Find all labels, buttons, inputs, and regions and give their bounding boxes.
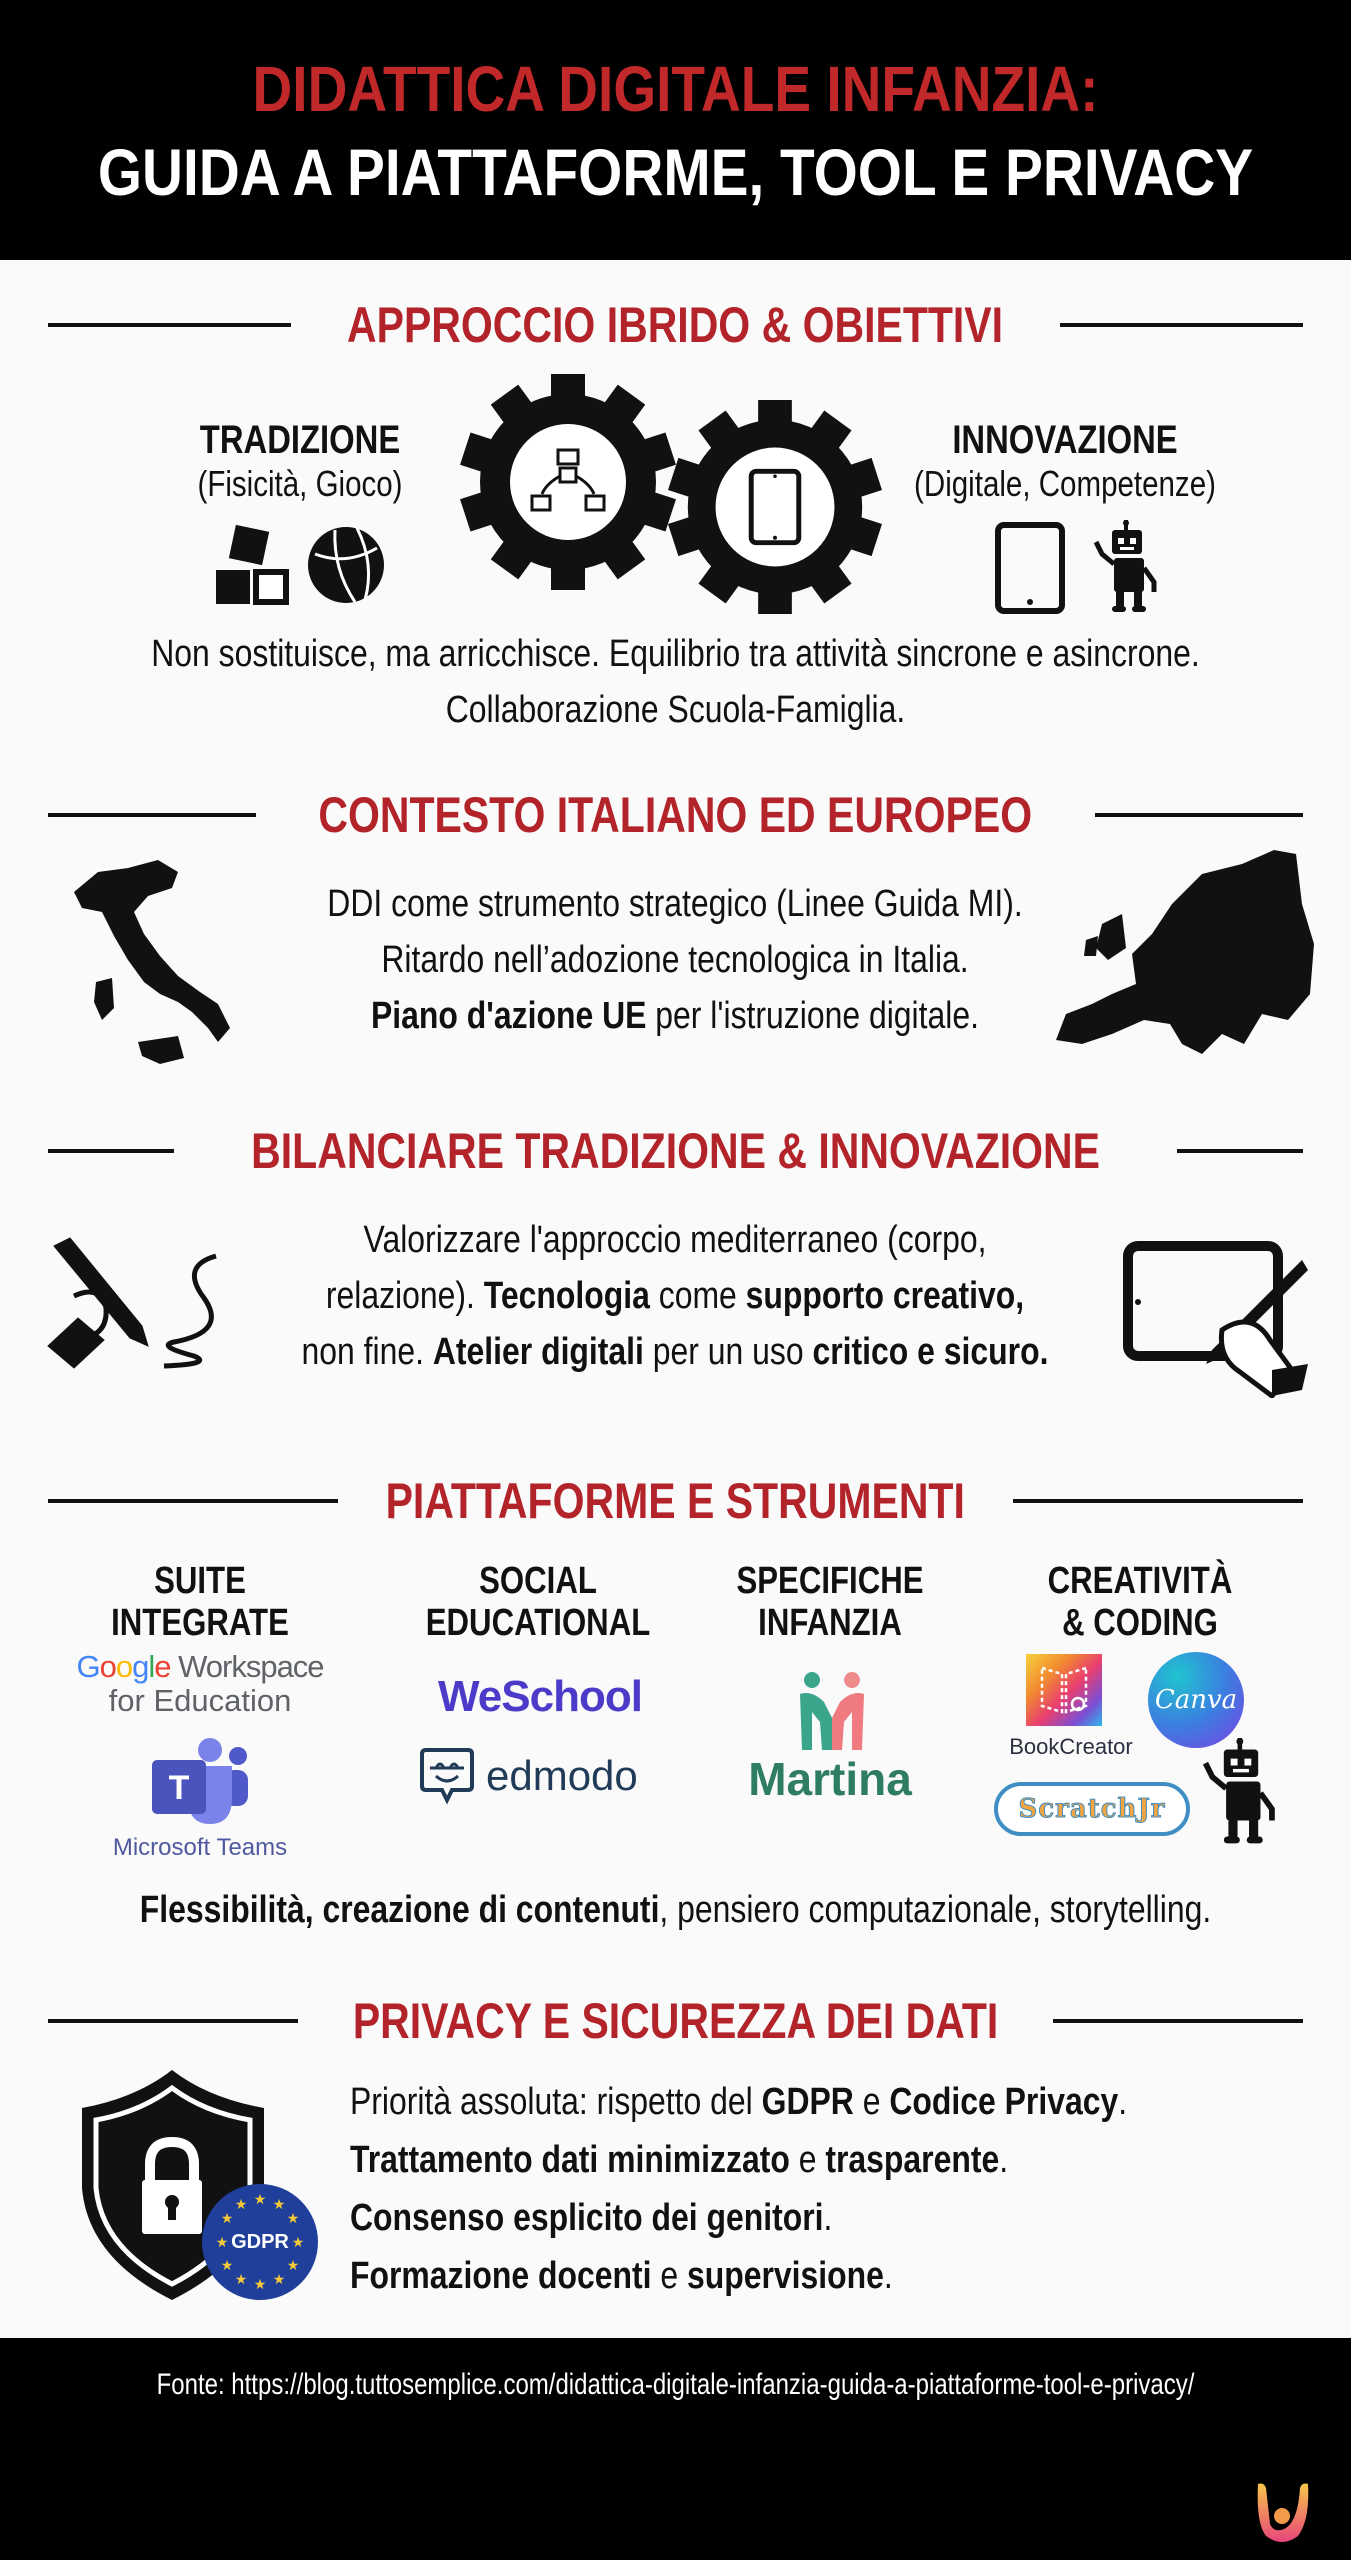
- scratchjr-logo: [994, 1782, 1190, 1836]
- ball-icon: [305, 524, 387, 606]
- column-title-line: SPECIFICHE: [736, 1560, 924, 1602]
- section-title: CONTESTO ITALIANO ED EUROPEO: [318, 787, 1033, 843]
- balance-line-3: [301, 1324, 1049, 1380]
- innovation-label: INNOVAZIONE: [952, 418, 1178, 462]
- section-heading-approach: [48, 296, 1303, 354]
- column-title-line: SOCIAL: [479, 1560, 597, 1602]
- section-heading-balance: [48, 1122, 1303, 1180]
- platforms-summary: [108, 1882, 1243, 1938]
- column-title-line: EDUCATIONAL: [425, 1602, 651, 1644]
- context-line-3: [276, 988, 1074, 1044]
- italy-map-icon: [68, 852, 254, 1070]
- privacy-line-1: [350, 2074, 1127, 2130]
- text-span: .: [999, 2139, 1009, 2181]
- svg-text:★: ★: [286, 2211, 300, 2227]
- tablet-icon: [995, 522, 1065, 614]
- bold-span: Consenso esplicito dei genitori: [350, 2197, 824, 2239]
- robot-icon: [1088, 520, 1166, 616]
- bold-span: Formazione docenti: [350, 2255, 652, 2297]
- europe-map-icon: [1052, 844, 1316, 1066]
- svg-text:★: ★: [220, 2211, 234, 2227]
- column-title-specific: [723, 1560, 936, 1644]
- section-title: APPROCCIO IBRIDO & OBIETTIVI: [347, 297, 1004, 353]
- divider: [48, 2019, 298, 2023]
- context-bold: Piano d'azione UE: [371, 995, 647, 1037]
- text-span: , pensiero computazionale, storytelling.: [659, 1889, 1212, 1931]
- context-line-2: Ritardo nell’adozione tecnologica in Italia.: [381, 939, 969, 981]
- svg-text:★: ★: [253, 2192, 267, 2208]
- tuttosemplice-logo-icon: [1252, 2480, 1312, 2544]
- header-banner: [0, 0, 1351, 260]
- section-title: PIATTAFORME E STRUMENTI: [385, 1473, 966, 1529]
- edmodo-wordmark: edmodo: [486, 1752, 638, 1799]
- text-span: e: [789, 2139, 826, 2181]
- bold-span: critico e sicuro.: [812, 1331, 1049, 1373]
- section-title: BILANCIARE TRADIZIONE & INNOVAZIONE: [251, 1123, 1100, 1179]
- gear-network-icon: [458, 372, 678, 592]
- svg-text:★: ★: [234, 2272, 248, 2288]
- workspace-word: Workspace: [170, 1649, 324, 1684]
- microsoft-teams-label: Microsoft Teams: [112, 1834, 288, 1861]
- svg-text:★: ★: [220, 2258, 234, 2274]
- svg-text:T: T: [168, 1769, 190, 1807]
- column-title-line: INFANZIA: [758, 1602, 902, 1644]
- title-line-2: GUIDA A PIATTAFORME, TOOL E PRIVACY: [97, 135, 1254, 209]
- hand-pencil-icon: [44, 1236, 230, 1370]
- canva-logo: [1148, 1652, 1244, 1748]
- bold-span: supporto creativo,: [745, 1275, 1025, 1317]
- divider: [48, 1499, 338, 1503]
- svg-text:★: ★: [291, 2235, 305, 2251]
- martina-wordmark: Martina: [748, 1753, 912, 1805]
- bold-span: Flessibilità, creazione di contenuti: [139, 1889, 660, 1931]
- bookcreator-label: BookCreator: [1009, 1734, 1133, 1759]
- tradition-sub: (Fisicità, Gioco): [197, 463, 403, 504]
- footer: [0, 2338, 1351, 2560]
- text-span: e: [651, 2255, 687, 2297]
- section-heading-context: [48, 786, 1303, 844]
- innovation-sub: (Digitale, Competenze): [914, 463, 1216, 504]
- gear-tablet-icon: [666, 398, 884, 616]
- robot-icon: [1196, 1738, 1286, 1848]
- column-title-social: [415, 1560, 661, 1644]
- text-span: relazione).: [325, 1275, 484, 1317]
- divider: [48, 813, 256, 817]
- gdpr-label: GDPR: [231, 2230, 289, 2253]
- svg-text:★: ★: [272, 2272, 286, 2288]
- privacy-line-4: [350, 2248, 893, 2304]
- tradition-block: [150, 418, 450, 505]
- weschool-logo: WeSchool: [438, 1672, 642, 1721]
- text-span: come: [649, 1275, 746, 1317]
- svg-text:★: ★: [215, 2235, 229, 2251]
- google-workspace-logo: [50, 1650, 350, 1718]
- for-education-text: for Education: [108, 1683, 292, 1718]
- bold-span: GDPR: [761, 2081, 854, 2123]
- privacy-line-3: [350, 2190, 832, 2246]
- section-heading-platforms: [48, 1472, 1303, 1530]
- svg-text:★: ★: [234, 2197, 248, 2213]
- column-title-line: INTEGRATE: [111, 1602, 289, 1644]
- text-span: .: [883, 2255, 893, 2297]
- source-link[interactable]: Fonte: https://blog.tuttosemplice.com/didattica-digitale-infanzia-guida-a-piattaforme-tool-e-privacy/: [156, 2368, 1195, 2401]
- text-span: non fine.: [301, 1331, 433, 1373]
- section-title: PRIVACY E SICUREZZA DEI DATI: [352, 1993, 999, 2049]
- hand-tablet-stylus-icon: [1122, 1240, 1312, 1398]
- bold-span: trasparente: [825, 2139, 1000, 2181]
- microsoft-teams-icon: [150, 1736, 252, 1826]
- edmodo-logo: [420, 1746, 680, 1806]
- svg-text:★: ★: [286, 2258, 300, 2274]
- approach-text-1: Non sostituisce, ma arricchisce. Equilibrio tra attività sincrone e asincrone.: [151, 633, 1200, 675]
- column-title-line: SUITE: [154, 1560, 246, 1602]
- section-heading-privacy: [48, 1992, 1303, 2050]
- bold-span: supervisione: [686, 2255, 884, 2297]
- divider: [1177, 1149, 1303, 1153]
- text-span: e: [853, 2081, 890, 2123]
- bold-span: Trattamento dati minimizzato: [350, 2139, 790, 2181]
- divider: [48, 323, 291, 327]
- context-rest: per l'istruzione digitale.: [646, 995, 979, 1037]
- title-line-1: DIDATTICA DIGITALE INFANZIA:: [252, 53, 1099, 125]
- context-line-1: DDI come strumento strategico (Linee Guida MI).: [327, 883, 1023, 925]
- tradition-label: TRADIZIONE: [199, 418, 401, 462]
- martina-icon: [790, 1672, 874, 1752]
- bookcreator-icon: [1026, 1654, 1102, 1726]
- edmodo-icon: [420, 1746, 474, 1806]
- column-title-suite: [85, 1560, 315, 1644]
- gdpr-badge: [202, 2184, 318, 2300]
- bold-span: Tecnologia: [483, 1275, 650, 1317]
- bold-span: Atelier digitali: [432, 1331, 644, 1373]
- svg-text:★: ★: [253, 2277, 267, 2293]
- column-title-line: & CODING: [1062, 1602, 1218, 1644]
- divider: [1060, 323, 1303, 327]
- divider: [1095, 813, 1303, 817]
- balance-line-2: [301, 1268, 1049, 1324]
- text-span: Priorità assoluta: rispetto del: [350, 2081, 762, 2123]
- text-span: .: [1118, 2081, 1128, 2123]
- divider: [48, 1149, 174, 1153]
- text-span: .: [823, 2197, 833, 2239]
- privacy-line-2: [350, 2132, 1008, 2188]
- balance-line-1: Valorizzare l'approccio mediterraneo (corpo,: [363, 1219, 987, 1261]
- blocks-icon: [212, 524, 302, 608]
- text-span: per un uso: [643, 1331, 813, 1373]
- column-title-creativity: [1025, 1560, 1255, 1644]
- svg-text:★: ★: [272, 2197, 286, 2213]
- approach-text-2: Collaborazione Scuola-Famiglia.: [445, 689, 906, 731]
- canva-wordmark: Canva: [1154, 1685, 1238, 1715]
- google-wordmark: Google: [76, 1649, 171, 1684]
- innovation-block: [880, 418, 1250, 505]
- divider: [1013, 1499, 1303, 1503]
- column-title-line: CREATIVITÀ: [1047, 1560, 1233, 1602]
- scratchjr-wordmark: ScratchJr: [1018, 1794, 1166, 1824]
- divider: [1053, 2019, 1303, 2023]
- bold-span: Codice Privacy: [889, 2081, 1119, 2123]
